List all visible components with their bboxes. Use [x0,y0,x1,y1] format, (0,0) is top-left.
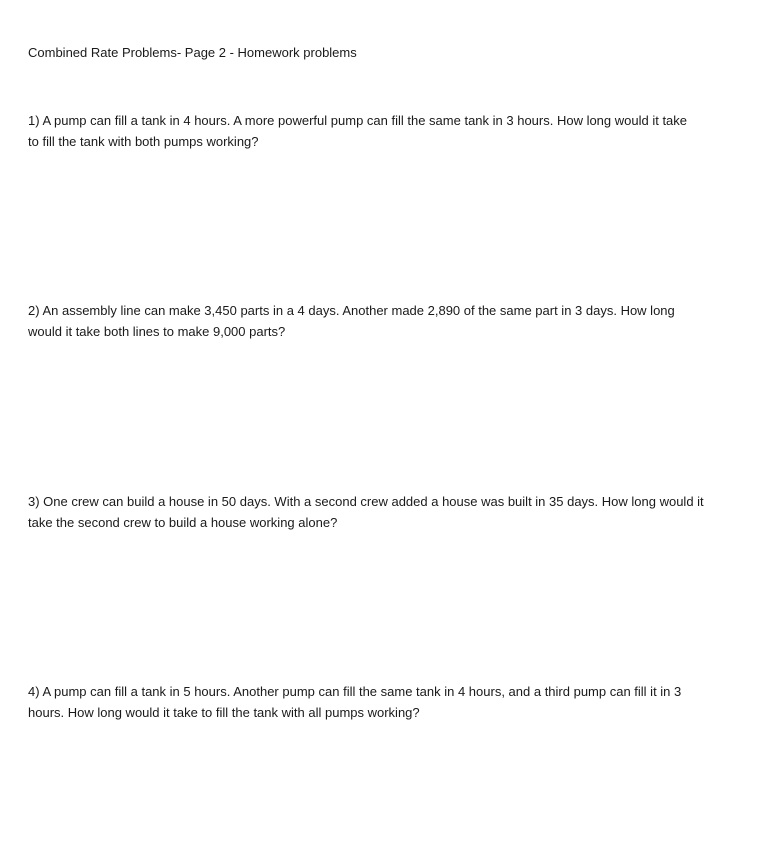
problem-text-line: 2) An assembly line can make 3,450 parts in a 4 days. Another made 2,890 of the same part in 3 days. How long [28,303,675,318]
problem-text-line: take the second crew to build a house working alone? [28,515,338,530]
problem-text-line: would it take both lines to make 9,000 parts? [28,324,286,339]
problem-text-line: 4) A pump can fill a tank in 5 hours. Another pump can fill the same tank in 4 hours, and a third pump can fill it in 3 [28,684,682,699]
problem-text-line: 1) A pump can fill a tank in 4 hours. A more powerful pump can fill the same tank in 3 hours. How long would it take [28,113,688,128]
problem-text-line: hours. How long would it take to fill the tank with all pumps working? [28,705,420,720]
problem-2 [28,300,738,342]
problem-1 [28,110,738,152]
problem-text-line: to fill the tank with both pumps working? [28,134,259,149]
problem-text-line: 3) One crew can build a house in 50 days. With a second crew added a house was built in 35 days. How long would it [28,494,704,509]
problem-3 [28,491,738,533]
page-title: Combined Rate Problems- Page 2 - Homework problems [28,45,357,60]
problem-4 [28,681,738,723]
